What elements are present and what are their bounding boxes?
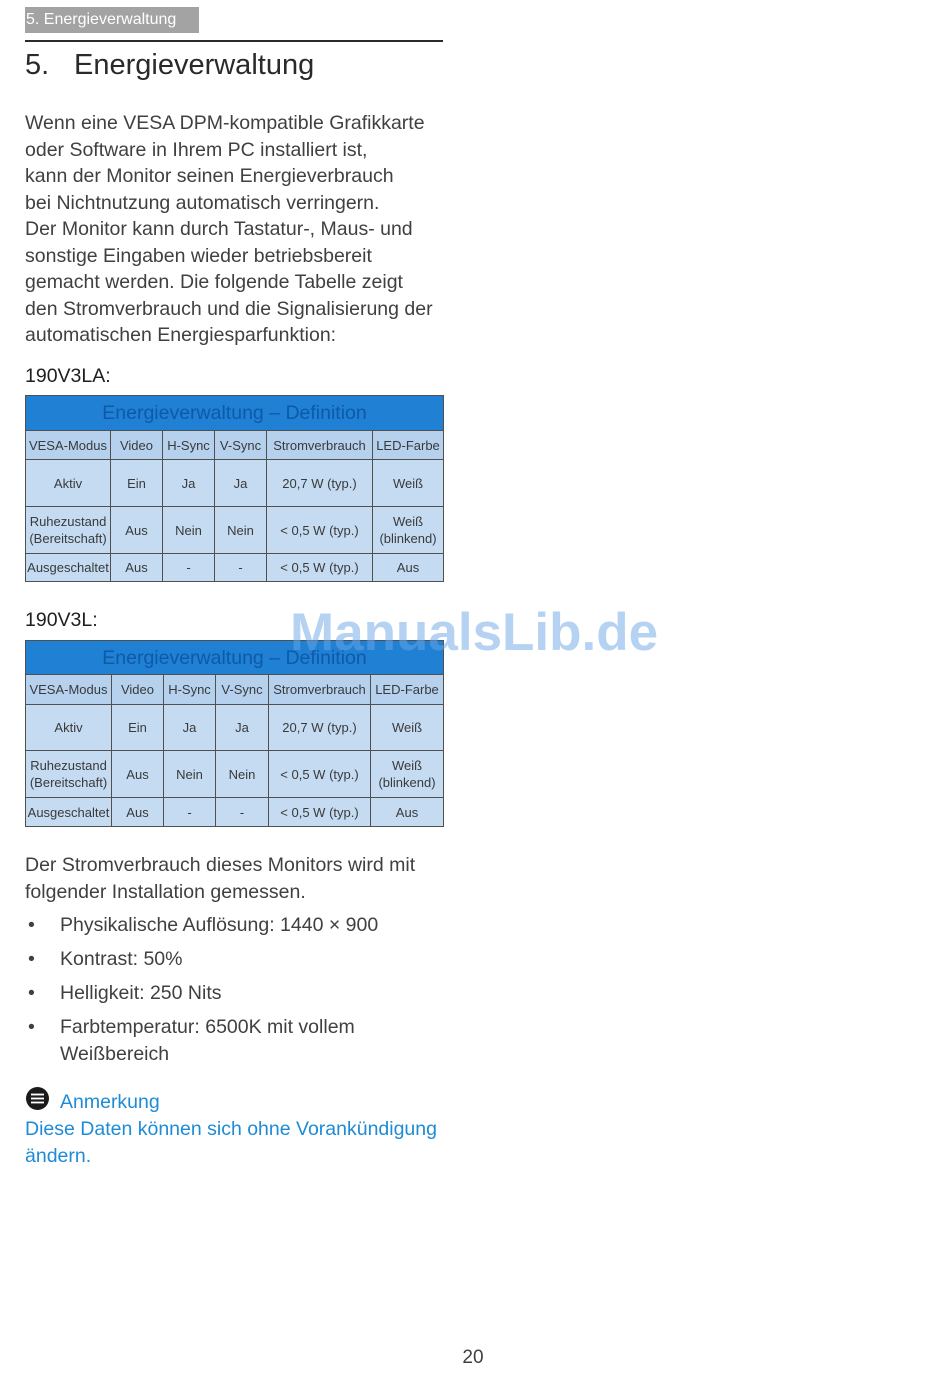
power-table-190v3l [25,640,444,827]
table-cell: Aus [111,554,163,582]
list-item: • Physikalische Auflösung: 1440 × 900 [25,912,443,939]
table-cell: Aus [111,507,163,554]
column-header: H-Sync [164,675,216,705]
table-cell: Weiß (blinkend) [373,507,444,554]
column-header: Stromverbrauch [269,675,371,705]
table-row [26,751,444,798]
intro-line: gemacht werden. Die folgende Tabelle zeigt [25,271,403,293]
intro-line: kann der Monitor seinen Energieverbrauch [25,165,394,187]
table-cell: - [163,554,215,582]
table-cell: Nein [164,751,216,798]
column-header: V-Sync [216,675,269,705]
intro-line: Wenn eine VESA DPM-kompatible Grafikkarte [25,112,425,134]
table-caption: Energieverwaltung – Definition [26,641,444,675]
table-cell: Weiß (blinkend) [371,751,444,798]
table-cell: 20,7 W (typ.) [269,705,371,751]
table-cell: - [215,554,267,582]
column-header: LED-Farbe [373,431,444,460]
model-label-190v3la: 190V3LA: [25,365,111,387]
table-cell: Weiß [371,705,444,751]
table-cell: Ja [164,705,216,751]
table-cell: Weiß [373,460,444,507]
table-cell: < 0,5 W (typ.) [269,751,371,798]
table-row [26,507,444,554]
model-label-190v3l: 190V3L: [25,609,98,631]
table-row [26,460,444,507]
intro-line: bei Nichtnutzung automatisch verringern. [25,191,380,214]
table-row [26,798,444,827]
table-cell: Ein [112,705,164,751]
chapter-tab: 5. Energieverwaltung [25,7,199,33]
list-item: • Helligkeit: 250 Nits [25,980,443,1007]
table-cell: 20,7 W (typ.) [267,460,373,507]
column-header: VESA-Modus [26,675,112,705]
table-cell: Nein [163,507,215,554]
note-title: Anmerkung [60,1091,160,1113]
watermark: ManualsLib.de [290,603,659,662]
list-item: • Farbtemperatur: 6500K mit vollem Weißbereich [25,1014,443,1067]
table-cell: < 0,5 W (typ.) [267,507,373,554]
table-cell: - [216,798,269,827]
table-cell: Aus [373,554,444,582]
header-rule [25,40,443,42]
intro-line: den Stromverbrauch und die Signalisierung der [25,297,433,320]
chapter-title: Energieverwaltung [74,49,315,81]
intro-paragraph [25,110,443,349]
note-icon [26,1087,49,1110]
table-cell: Ruhezustand (Bereitschaft) [26,507,111,554]
column-header: Video [112,675,164,705]
measurement-list [25,912,443,1075]
page-number: 20 [462,1347,484,1368]
table-cell: Ja [215,460,267,507]
table-cell: Ausgeschaltet [26,554,111,582]
table-cell: Ja [216,705,269,751]
table-cell: < 0,5 W (typ.) [269,798,371,827]
intro-line: Der Monitor kann durch Tastatur-, Maus- und [25,218,413,240]
table-cell: Aus [112,798,164,827]
intro-line: oder Software in Ihrem PC installiert ist, [25,138,368,161]
column-header: V-Sync [215,431,267,460]
table-cell: Aus [371,798,444,827]
chapter-number: 5. [25,49,50,81]
table-cell: - [164,798,216,827]
column-header: H-Sync [163,431,215,460]
table-cell: < 0,5 W (typ.) [267,554,373,582]
power-table-190v3la [25,395,444,582]
table-cell: Aktiv [26,705,112,751]
table-cell: Ausgeschaltet [26,798,112,827]
intro-line: sonstige Eingaben wieder betriebsbereit [25,244,372,267]
column-header: LED-Farbe [371,675,444,705]
column-header: VESA-Modus [26,431,111,460]
table-cell: Ein [111,460,163,507]
table-header-row [26,675,444,705]
table-caption: Energieverwaltung – Definition [26,396,444,431]
table-cell: Ruhezustand (Bereitschaft) [26,751,112,798]
table-cell: Aktiv [26,460,111,507]
table-cell: Ja [163,460,215,507]
intro-line: automatischen Energiesparfunktion: [25,324,337,346]
table-header-row [26,431,444,460]
column-header: Video [111,431,163,460]
table-row [26,705,444,751]
table-row [26,554,444,582]
list-item: • Kontrast: 50% [25,946,443,973]
table-cell: Nein [215,507,267,554]
column-header: Stromverbrauch [267,431,373,460]
table-cell: Aus [112,751,164,798]
table-cell: Nein [216,751,269,798]
page-title [25,47,443,83]
note-text: Diese Daten können sich ohne Vorankündigung ändern. [25,1118,437,1167]
measurement-paragraph: Der Stromverbrauch dieses Monitors wird mit folgender Installation gemessen. [25,854,416,903]
